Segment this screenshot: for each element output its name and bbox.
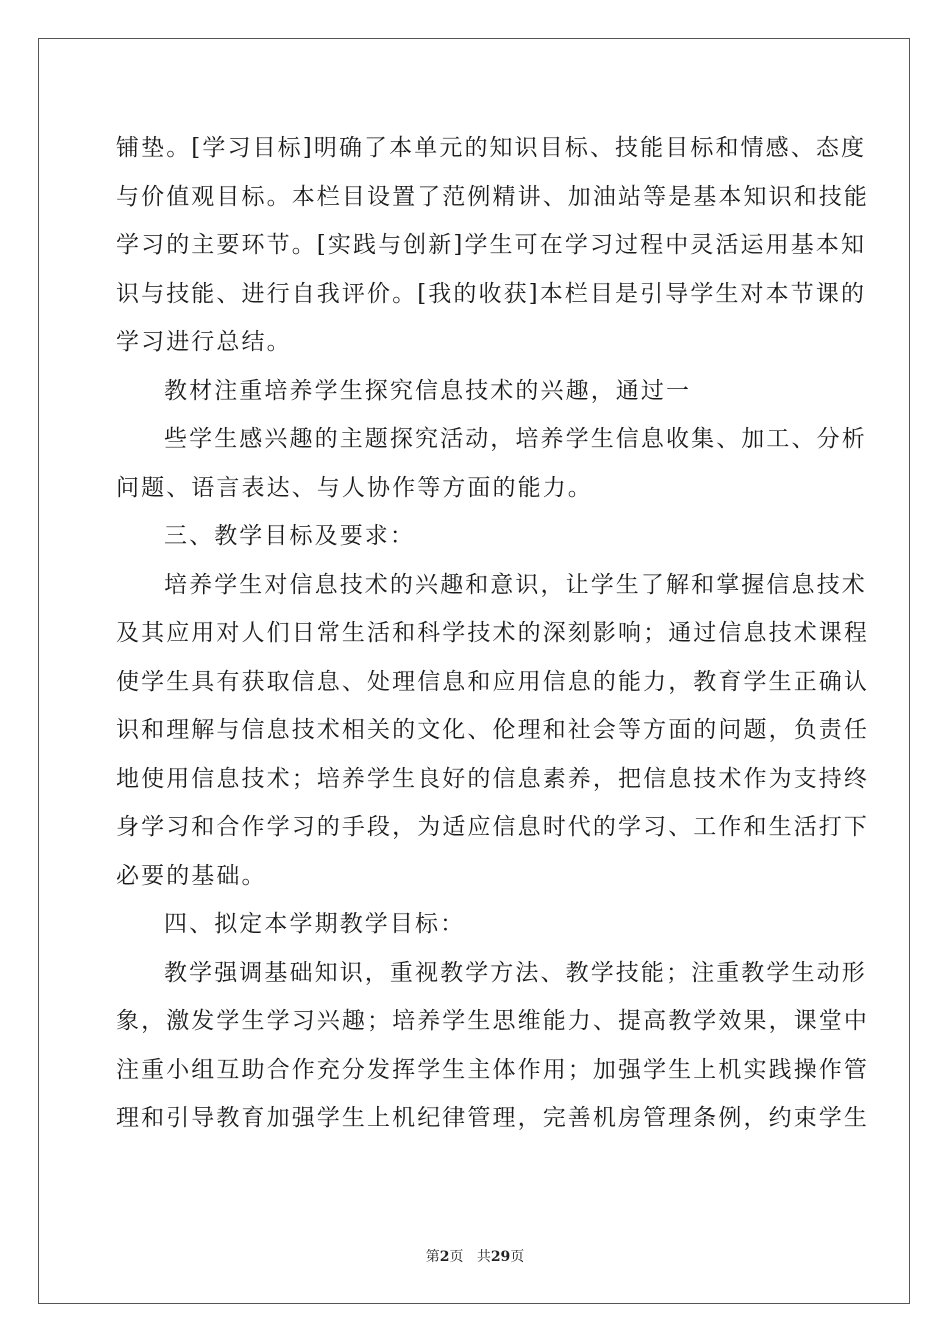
page-prefix: 第 — [425, 1249, 440, 1265]
document-body — [116, 124, 869, 1143]
page-number: 2 — [439, 1249, 450, 1265]
text-line: 教材注重培养学生探究信息技术的兴趣，通过一 — [164, 377, 692, 404]
paragraph-textbook-interest — [116, 367, 836, 416]
paragraph-semester-goals-body — [116, 949, 869, 1143]
text-line: 四、拟定本学期教学目标： — [164, 911, 466, 937]
page-footer — [0, 1246, 950, 1266]
paragraph-objectives-body — [116, 561, 869, 901]
text-line: 象，激发学生学习兴趣；培养学生思维能力、提高教学效果，课堂中 — [116, 1008, 869, 1034]
text-line: 注重小组互助合作充分发挥学生主体作用；加强学生上机实践操作管 — [116, 1056, 869, 1083]
text-line: 问题、语言表达、与人协作等方面的能力。 — [116, 474, 593, 501]
text-line: 培养学生对信息技术的兴趣和意识，让学生了解和掌握信息技术 — [164, 571, 867, 598]
text-line: 学习进行总结。 — [116, 329, 292, 355]
text-line: 及其应用对人们日常生活和科学技术的深刻影响；通过信息技术课程 — [116, 620, 869, 646]
text-line: 学习的主要环节。[实践与创新]学生可在学习过程中灵活运用基本知 — [116, 232, 867, 258]
text-line: 教学强调基础知识，重视教学方法、教学技能；注重教学生动形 — [164, 959, 867, 986]
text-line: 三、教学目标及要求： — [164, 523, 415, 549]
paragraph-inquiry-activities — [116, 415, 867, 512]
text-line: 识与技能、进行自我评价。[我的收获]本栏目是引导学生对本节课的 — [116, 280, 867, 307]
text-line: 识和理解与信息技术相关的文化、伦理和社会等方面的问题，负责任 — [116, 717, 869, 743]
section-heading-objectives — [116, 512, 836, 561]
text-line: 地使用信息技术；培养学生良好的信息素养，把信息技术作为支持终 — [116, 765, 869, 792]
text-line: 身学习和合作学习的手段，为适应信息时代的学习、工作和生活打下 — [116, 814, 869, 840]
total-pages: 29 — [490, 1249, 511, 1265]
page-suffix: 页 — [449, 1249, 464, 1265]
text-line: 必要的基础。 — [116, 862, 267, 889]
text-line: 铺垫。[学习目标]明确了本单元的知识目标、技能目标和情感、态度 — [116, 135, 867, 161]
section-heading-semester-goals — [116, 900, 836, 949]
paragraph-textbook-sections — [116, 124, 869, 367]
text-line: 些学生感兴趣的主题探究活动，培养学生信息收集、加工、分析 — [164, 426, 867, 452]
text-line: 理和引导教育加强学生上机纪律管理，完善机房管理条例，约束学生 — [116, 1105, 869, 1131]
text-line: 使学生具有获取信息、处理信息和应用信息的能力，教育学生正确认 — [116, 668, 869, 695]
total-suffix: 页 — [510, 1249, 525, 1265]
text-line: 与价值观目标。本栏目设置了范例精讲、加油站等是基本知识和技能 — [116, 183, 869, 210]
total-prefix: 共 — [476, 1249, 491, 1265]
